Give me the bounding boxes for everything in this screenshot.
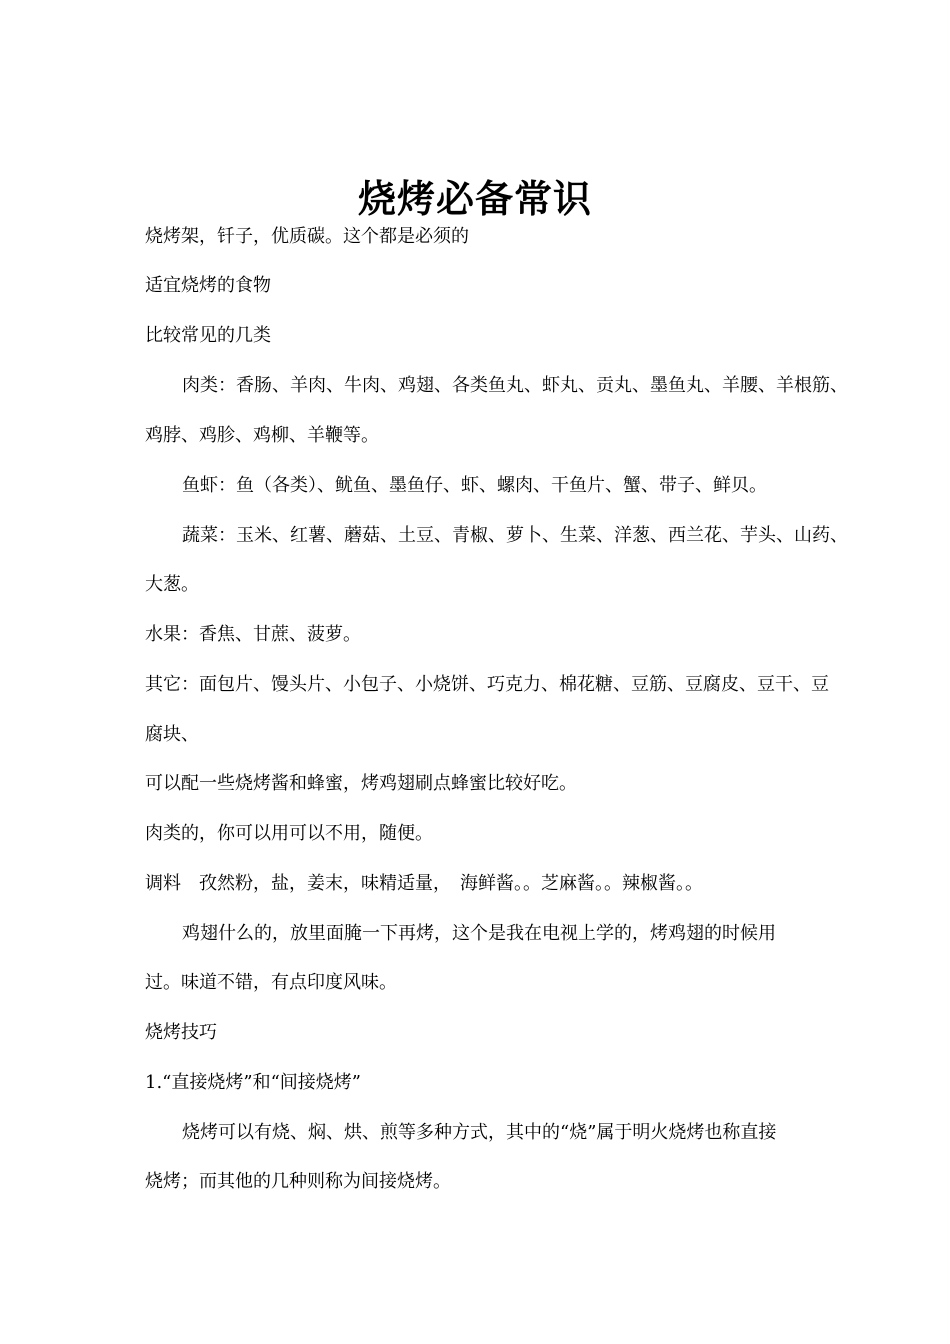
paragraph-tips-heading: 烧烤技巧 [145,1022,217,1043]
paragraph-common-types: 比较常见的几类 [145,325,271,346]
paragraph-seafood: 鱼虾：鱼（各类）、鱿鱼、墨鱼仔、虾、螺肉、干鱼片、蟹、带子、鲜贝。 [182,475,767,496]
paragraph-meat-line-1: 肉类：香肠、羊肉、牛肉、鸡翅、各类鱼丸、虾丸、贡丸、墨鱼丸、羊腰、羊根筋、 [182,375,848,396]
paragraph-others-line-2: 腐块、 [145,724,199,745]
paragraph-vegetables-line-1: 蔬菜：玉米、红薯、蘑菇、土豆、青椒、萝卜、生菜、洋葱、西兰花、芋头、山药、 [182,525,848,546]
paragraph-methods-line-1: 烧烤可以有烧、焖、烘、煎等多种方式，其中的“烧”属于明火烧烤也称直接 [182,1122,777,1143]
paragraph-vegetables-line-2: 大葱。 [145,574,199,595]
document-title: 烧烤必备常识 [357,176,592,221]
paragraph-meat-optional: 肉类的，你可以用可以不用，随便。 [145,823,433,844]
paragraph-sauce-honey: 可以配一些烧烤酱和蜂蜜，烤鸡翅刷点蜂蜜比较好吃。 [145,773,577,794]
paragraph-meat-line-2: 鸡脖、鸡胗、鸡柳、羊鞭等。 [145,425,379,446]
paragraph-tools: 烧烤架，钎子，优质碳。这个都是必须的 [145,226,469,247]
paragraph-methods-line-2: 烧烤；而其他的几种则称为间接烧烤。 [145,1171,451,1192]
paragraph-fruit: 水果：香焦、甘蔗、菠萝。 [145,624,361,645]
paragraph-chicken-wings-line-1: 鸡翅什么的，放里面腌一下再烤，这个是我在电视上学的，烤鸡翅的时候用 [182,923,776,944]
paragraph-seasoning: 调料 孜然粉，盐，姜末，味精适量， 海鲜酱。。芝麻酱。。辣椒酱。。 [145,873,703,894]
paragraph-chicken-wings-line-2: 过。味道不错，有点印度风味。 [145,972,397,993]
paragraph-others-line-1: 其它：面包片、馒头片、小包子、小烧饼、巧克力、棉花糖、豆筋、豆腐皮、豆干、豆 [145,674,829,695]
paragraph-suitable-food-heading: 适宜烧烤的食物 [145,275,271,296]
paragraph-direct-indirect-heading: 1.“直接烧烤”和“间接烧烤” [145,1072,361,1093]
